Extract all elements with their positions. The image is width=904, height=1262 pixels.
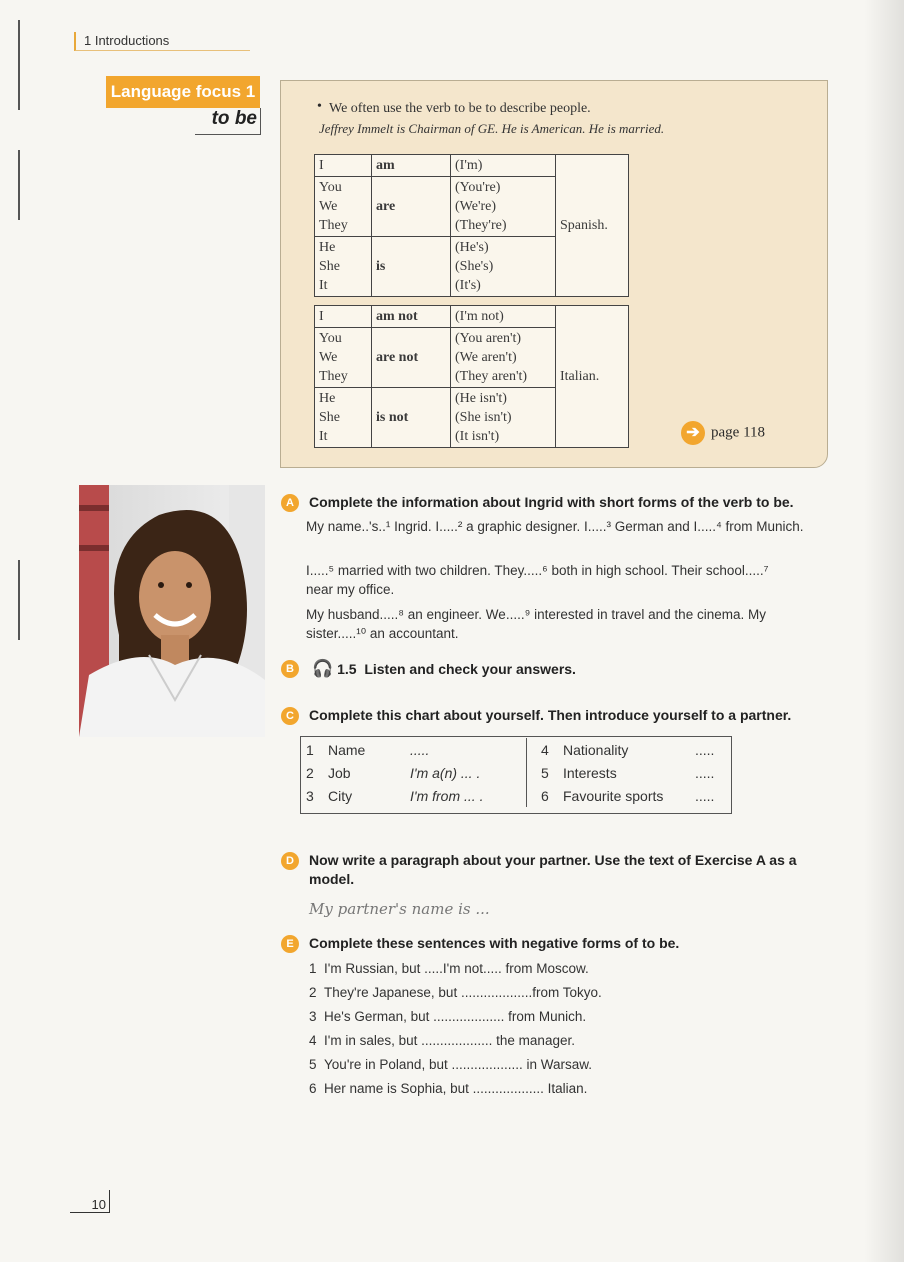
exercise-a-title: Complete the information about Ingrid with short forms of the verb to be.	[309, 494, 794, 510]
subject-cell	[315, 237, 372, 297]
complement-cell: Italian.	[556, 306, 629, 448]
subject: They	[319, 218, 348, 233]
margin-line	[18, 560, 20, 640]
unit-header	[74, 32, 250, 51]
page-number: 10	[70, 1190, 110, 1213]
subject: She	[319, 410, 340, 425]
language-focus-tab: Language focus 1	[106, 76, 260, 108]
row-value[interactable]: .....	[695, 741, 715, 758]
subject: He	[319, 240, 336, 255]
headphones-icon: 🎧	[312, 659, 334, 678]
exercise-d-title: Now write a paragraph about your partner. Use the text of Exercise A as a model.	[309, 852, 797, 887]
arrow-right-icon: ➔	[681, 421, 705, 445]
contraction: (She's)	[455, 259, 494, 274]
subject: It	[319, 278, 328, 293]
exercise-a-paragraph-1: My name..'s..¹ Ingrid. I.....² a graphic designer. I.....³ German and I.....⁴ from Munich.	[306, 519, 804, 534]
exercise-d-marker: D	[281, 852, 299, 870]
contraction: (He isn't)	[455, 391, 507, 406]
row-number: 1	[306, 741, 314, 758]
row-label: Job	[328, 764, 351, 781]
contraction: (It isn't)	[455, 429, 500, 444]
item-text: You're in Poland, but ................... in Warsaw.	[324, 1057, 592, 1072]
contraction-cell: (I'm not)	[451, 306, 556, 328]
list-item	[309, 1079, 587, 1098]
exercise-b-title: Listen and check your answers.	[364, 661, 576, 677]
item-text: Her name is Sophia, but ................... Italian.	[324, 1081, 588, 1096]
subject-cell	[315, 388, 372, 448]
page-reference-label: page 118	[711, 424, 766, 441]
list-item	[309, 959, 589, 978]
audio-track: 1.5	[337, 661, 357, 677]
about-you-chart-border	[300, 736, 732, 814]
subject-cell: I	[315, 155, 372, 177]
item-text: They're Japanese, but ...................from Tokyo.	[324, 985, 602, 1000]
exercise-c-title: Complete this chart about yourself. Then introduce yourself to a partner.	[309, 707, 792, 723]
contraction: (You're)	[455, 180, 501, 195]
handwritten-answer: My partner's name is ...	[309, 900, 490, 918]
contraction: (They aren't)	[455, 369, 528, 384]
negative-table	[314, 305, 629, 448]
exercise-e-title: Complete these sentences with negative forms of to be.	[309, 935, 680, 951]
exercise-e-marker: E	[281, 935, 299, 953]
grammar-box	[280, 80, 828, 468]
portrait-photo	[79, 485, 265, 737]
woman-portrait-image	[79, 485, 265, 737]
row-number: 4	[541, 741, 549, 758]
item-text: He's German, but ................... from Munich.	[324, 1009, 587, 1024]
page-reference-link[interactable]	[681, 421, 765, 445]
margin-line	[18, 20, 20, 110]
verb-cell: is not	[372, 388, 451, 448]
contraction: (He's)	[455, 240, 489, 255]
contraction: (We aren't)	[455, 350, 517, 365]
exercise-a-paragraph-2: I.....⁵ married with two children. They.....⁶ both in high school. Their school.....⁷ near my office.	[306, 563, 769, 597]
margin-line	[18, 150, 20, 220]
subject: You	[319, 331, 342, 346]
verb-cell: are not	[372, 328, 451, 388]
verb-cell: is	[372, 237, 451, 297]
row-label: Interests	[563, 764, 617, 781]
list-item	[309, 1007, 586, 1026]
row-value[interactable]: .....	[695, 787, 715, 804]
grammar-example: Jeffrey Immelt is Chairman of GE. He is American. He is married.	[319, 121, 665, 136]
subject-cell	[315, 328, 372, 388]
row-value[interactable]: I'm from ... .	[404, 784, 527, 807]
row-label: Favourite sports	[563, 787, 664, 804]
row-value[interactable]: .....	[404, 738, 527, 761]
row-number: 5	[541, 764, 549, 781]
subject: You	[319, 180, 342, 195]
subject: We	[319, 199, 338, 214]
item-number: 5	[309, 1057, 317, 1072]
bullet: •	[317, 99, 322, 114]
row-label: Name	[328, 741, 366, 758]
exercise-b-marker: B	[281, 660, 299, 678]
list-item	[309, 1055, 592, 1074]
contraction: (You aren't)	[455, 331, 522, 346]
contraction-cell	[451, 237, 556, 297]
verb-cell: are	[372, 177, 451, 237]
item-text: I'm Russian, but .....I'm not..... from Moscow.	[324, 961, 589, 976]
positive-table	[314, 154, 629, 297]
subject: They	[319, 369, 348, 384]
contraction: (It's)	[455, 278, 481, 293]
row-number: 2	[306, 764, 314, 781]
verb-cell: am	[372, 155, 451, 177]
contraction-cell	[451, 388, 556, 448]
subject-cell: I	[315, 306, 372, 328]
language-focus-subtitle: to be	[195, 108, 261, 135]
contraction: (We're)	[455, 199, 497, 214]
row-number: 3	[306, 787, 314, 804]
complement-cell: Spanish.	[556, 155, 629, 297]
item-number: 2	[309, 985, 317, 1000]
grammar-rule: We often use the verb to be to describe people.	[329, 101, 591, 116]
subject: We	[319, 350, 338, 365]
exercise-a-paragraph-3: My husband.....⁸ an engineer. We.....⁹ interested in travel and the cinema. My sister.....¹⁰ an accountant.	[306, 607, 766, 641]
exercise-c-marker: C	[281, 707, 299, 725]
contraction-cell	[451, 177, 556, 237]
contraction-cell: (I'm)	[451, 155, 556, 177]
verb-cell: am not	[372, 306, 451, 328]
row-number: 6	[541, 787, 549, 804]
contraction-cell	[451, 328, 556, 388]
list-item	[309, 983, 602, 1002]
item-number: 4	[309, 1033, 317, 1048]
subject-cell	[315, 177, 372, 237]
exercise-a-marker: A	[281, 494, 299, 512]
row-value[interactable]: .....	[695, 764, 715, 781]
row-label: City	[328, 787, 353, 804]
item-number: 1	[309, 961, 317, 976]
contraction: (They're)	[455, 218, 507, 233]
subject: He	[319, 391, 336, 406]
item-text: I'm in sales, but ................... the manager.	[324, 1033, 575, 1048]
row-value[interactable]: I'm a(n) ... .	[404, 761, 527, 784]
subject: It	[319, 429, 328, 444]
page-edge-shadow	[864, 0, 904, 1262]
item-number: 6	[309, 1081, 317, 1096]
subject: She	[319, 259, 340, 274]
item-number: 3	[309, 1009, 317, 1024]
list-item	[309, 1031, 575, 1050]
exercise-b-heading	[312, 659, 576, 679]
row-label: Nationality	[563, 741, 629, 758]
contraction: (She isn't)	[455, 410, 512, 425]
unit-title: 1 Introductions	[84, 33, 170, 48]
